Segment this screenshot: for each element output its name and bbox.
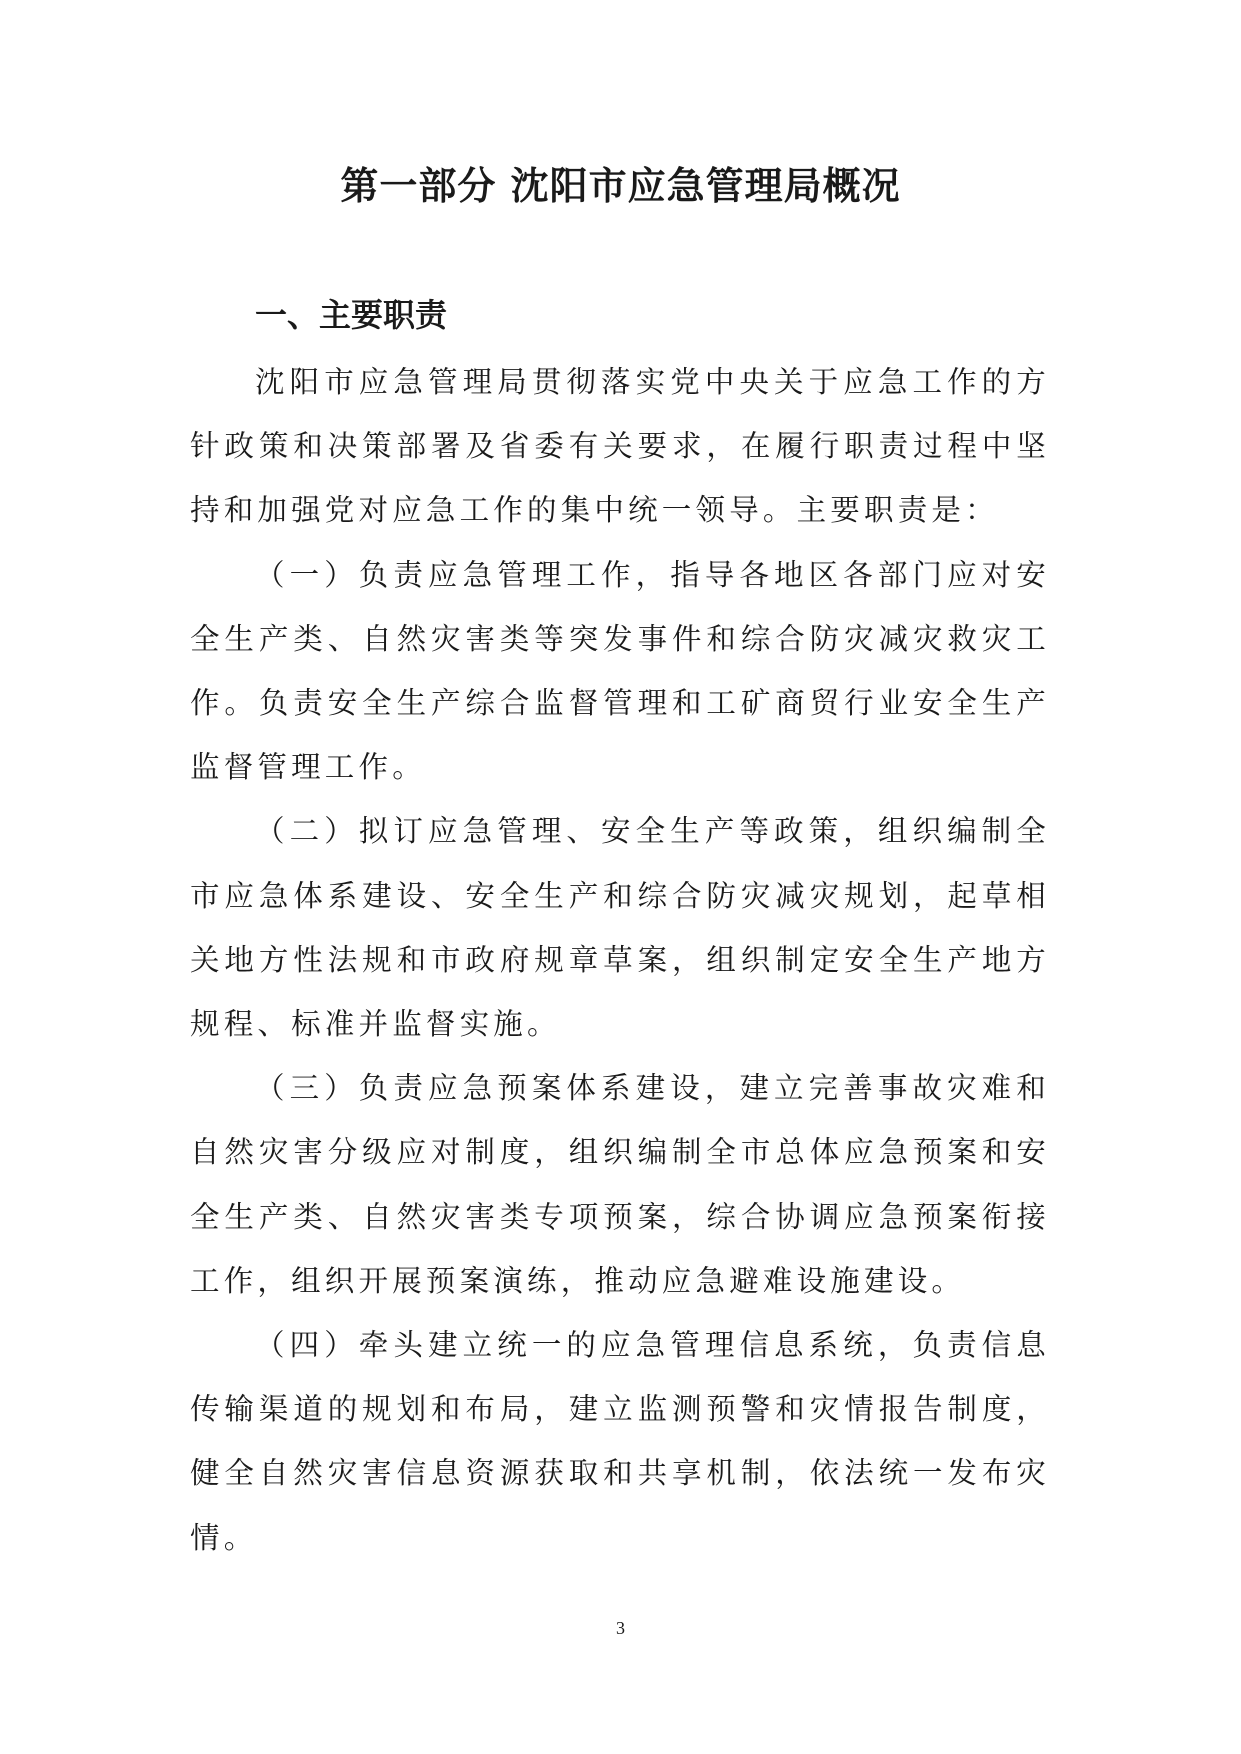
paragraph-item-2: （二）拟订应急管理、安全生产等政策，组织编制全市应急体系建设、安全生产和综合防灾减灾规划，起草相关地方性法规和市政府规章草案，组织制定安全生产地方规程、标准并监督实施。 — [190, 814, 1050, 1042]
paragraph-item-3: （三）负责应急预案体系建设，建立完善事故灾难和自然灾害分级应对制度，组织编制全市总体应急预案和安全生产类、自然灾害类专项预案，综合协调应急预案衔接工作，组织开展预案演练，推动应急避难设施建设。 — [190, 1071, 1050, 1298]
page-title: 第一部分 沈阳市应急管理局概况 — [340, 164, 901, 208]
paragraph-item-4: （四）牵头建立统一的应急管理信息系统，负责信息传输渠道的规划和布局，建立监测预警和灾情报告制度，健全自然灾害信息资源获取和共享机制，依法统一发布灾情。 — [190, 1328, 1050, 1555]
paragraph-item-1: （一）负责应急管理工作，指导各地区各部门应对安全生产类、自然灾害类等突发事件和综合防灾减灾救灾工作。负责安全生产综合监督管理和工矿商贸行业安全生产监督管理工作。 — [190, 557, 1050, 785]
page-number: 3 — [616, 1618, 625, 1638]
paragraph-intro: 沈阳市应急管理局贯彻落实党中央关于应急工作的方针政策和决策部署及省委有关要求，在履行职责过程中坚持和加强党对应急工作的集中统一领导。主要职责是： — [190, 365, 1050, 528]
body-text — [190, 350, 1050, 1570]
section-heading: 一、主要职责 — [255, 296, 448, 334]
